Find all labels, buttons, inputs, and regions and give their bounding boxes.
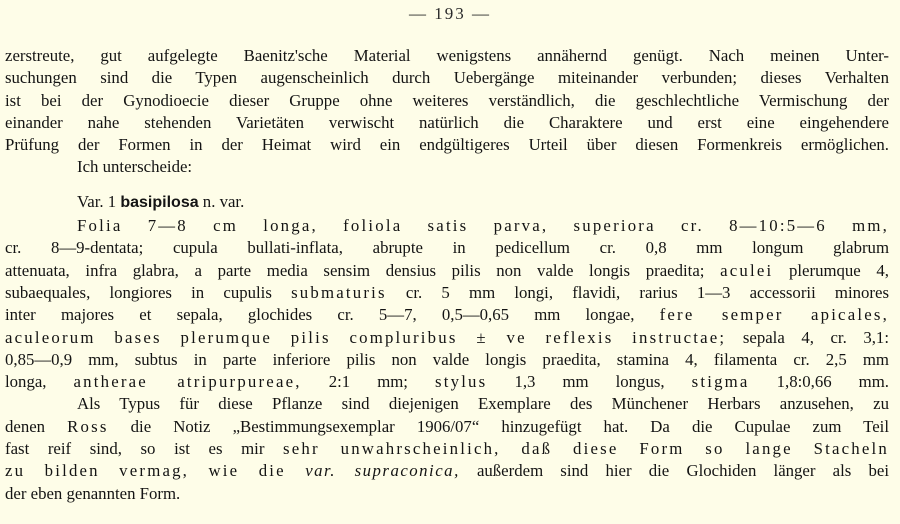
text-run: aculeorum bases plerumque pilis compluribus ± ve reflexis instructae; xyxy=(5,327,727,347)
text-run: 2:1 mm; xyxy=(301,372,436,392)
text-run: aculei xyxy=(720,260,774,280)
text-run: submaturis xyxy=(291,282,387,302)
description-line xyxy=(5,371,889,393)
text-run: abrupte in pedicellum cr. 0,8 mm longum glabrum xyxy=(342,238,889,258)
paragraph-line: ist bei der Gynodioecie dieser Gruppe ohne weiteres verständlich, die geschlechtliche Vermischung der xyxy=(5,90,889,110)
paragraph-line: der eben genannten Form. xyxy=(5,483,181,503)
variety-prefix: Var. 1 xyxy=(77,191,121,211)
document-body xyxy=(5,45,889,505)
description-line xyxy=(5,304,889,326)
text-run: plerumque 4, xyxy=(773,260,889,280)
variety-heading xyxy=(5,191,889,213)
text-run: subaequales, longiores in cupulis xyxy=(5,282,292,302)
text-run: cr. 5 mm longi, flavidi, rarius 1—3 accessorii minores xyxy=(386,282,889,302)
text-run: 1,8:0,66 mm. xyxy=(749,372,889,392)
paragraph-line xyxy=(5,438,889,460)
variety-name: basipilosa xyxy=(120,193,199,211)
paragraph-line xyxy=(5,416,889,438)
paragraph-line xyxy=(5,460,889,482)
text-run: außerdem sind hier die Glochiden länger als bei xyxy=(459,461,889,481)
author-name: Ross xyxy=(67,416,109,436)
text-run: stigma xyxy=(691,372,750,392)
text-run: sehr unwahrscheinlich, daß diese Form so lange Stacheln xyxy=(283,439,889,459)
text-run: Folia 7—8 cm longa, foliola satis parva, superiora cr. 8—10:5—6 mm, xyxy=(77,216,889,236)
text-run: attenuata, infra glabra, a parte media sensim densius pilis non valde longis praedita; xyxy=(5,260,721,280)
text-run: 0,85—0,9 mm, subtus in parte inferiore pilis non valde longis praedita, stamina 4, filamenta cr. 2,5 mm xyxy=(5,349,889,369)
text-run: die Notiz „Bestimmungsexemplar 1906/07“ hinzugefügt hat. Da die Cupulae zum Teil xyxy=(108,416,889,436)
text-run: fast reif sind, so ist es mir xyxy=(5,439,284,459)
page-number: — 193 — xyxy=(409,4,491,23)
paragraph-line: Prüfung der Formen in der Heimat wird ein endgültigeres Urteil über diesen Formenkreis ermöglichen. xyxy=(5,135,889,155)
text-run: fere semper apicales, xyxy=(659,305,889,325)
description-line xyxy=(5,349,889,371)
text-run: denen xyxy=(5,416,68,436)
variety-reference: var. supraconica, xyxy=(305,461,460,481)
description-line xyxy=(5,327,889,349)
paragraph-line: einander nahe stehenden Varietäten verwischt natürlich die Charaktere und erst eine eingehendere xyxy=(5,112,889,132)
paragraph-line: zerstreute, gut aufgelegte Baenitz'sche Material wenigstens annähernd genügt. Nach meinen Unter- xyxy=(5,46,889,65)
description-line xyxy=(5,282,889,304)
paragraph-line: Als Typus für diese Pflanze sind diejenigen Exemplare des Münchener Herbars anzusehen, zu xyxy=(77,394,889,414)
variety-suffix: n. var. xyxy=(198,191,245,211)
text-run: antherae atripurpureae, xyxy=(73,372,302,392)
description-line xyxy=(5,215,889,237)
text-run: inter majores et sepala, glochides cr. 5—7, 0,5—0,65 mm longae, xyxy=(5,305,660,325)
text-run: cupula bullati-inflata, xyxy=(172,238,343,258)
text-run: sepala 4, cr. 3,1: xyxy=(726,327,889,347)
paragraph-line: suchungen sind die Typen augenscheinlich durch Uebergänge miteinander verbunden; dieses Verhalten xyxy=(5,68,889,88)
description-line xyxy=(5,260,889,282)
text-run: longa, xyxy=(5,372,74,392)
text-run: zu bilden vermag, wie die xyxy=(5,461,306,481)
text-run: 1,3 mm longus, xyxy=(487,372,692,392)
intro-line: Ich unterscheide: xyxy=(77,157,193,177)
text-run: stylus xyxy=(435,372,488,392)
description-line xyxy=(5,237,889,259)
text-run: cr. 8—9-dentata; xyxy=(5,238,173,258)
